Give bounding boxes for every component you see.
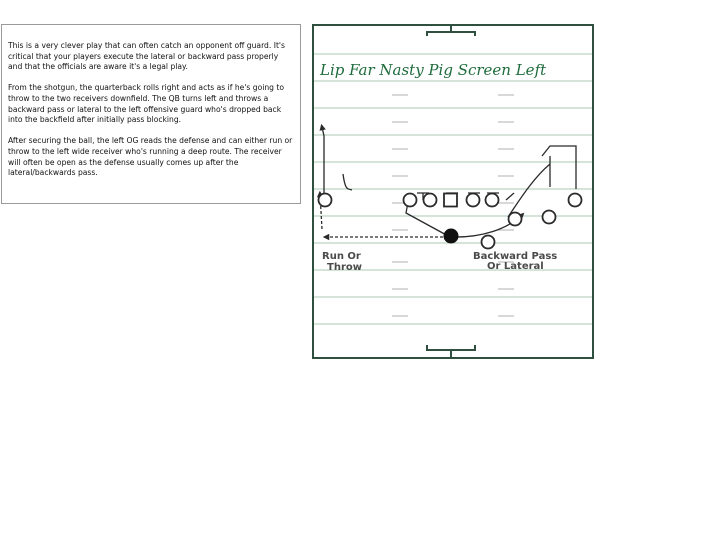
description-paragraph-3: After securing the ball, the left OG reads the defense and can either run or throw to the left wide receiver who's running a deep route. The receiver will often be open as the defense usually comes up after the lateral/backwards pass. xyxy=(8,136,293,178)
right-guard-player xyxy=(467,194,480,207)
left-tackle-player xyxy=(404,194,417,207)
description-paragraph-2: From the shotgun, the quarterback rolls right and acts as if he's going to throw to the two receivers downfield. The QB turns left and throws a backward pass or lateral to the left offensive guard who's dropped back into the backfield after initially pass blocking. xyxy=(8,83,285,125)
left-wr-player xyxy=(319,194,332,207)
left-guard-player xyxy=(424,194,437,207)
description-paragraph-1: This is a very clever play that can often catch an opponent off guard. It's critical that your players execute the lateral or backward pass properly and that the officials are aware it's a legal play. xyxy=(8,41,285,72)
play-diagram-svg xyxy=(312,24,594,359)
far-right-wr-player xyxy=(569,194,582,207)
or-lateral-label: Or Lateral xyxy=(487,261,544,272)
play-diagram xyxy=(312,24,594,359)
center-player xyxy=(444,194,457,207)
play-description-panel xyxy=(1,24,301,204)
play-title: Lip Far Nasty Pig Screen Left xyxy=(320,61,547,79)
right-tackle-player xyxy=(486,194,499,207)
running-back-player xyxy=(482,236,495,249)
backward-pass-label: Backward Pass xyxy=(473,251,558,262)
run-or-label: Run Or xyxy=(322,251,361,262)
throw-label: Throw xyxy=(327,262,362,273)
quarterback-player xyxy=(444,229,459,244)
right-wr-player xyxy=(543,211,556,224)
right-slot-player xyxy=(509,213,522,226)
